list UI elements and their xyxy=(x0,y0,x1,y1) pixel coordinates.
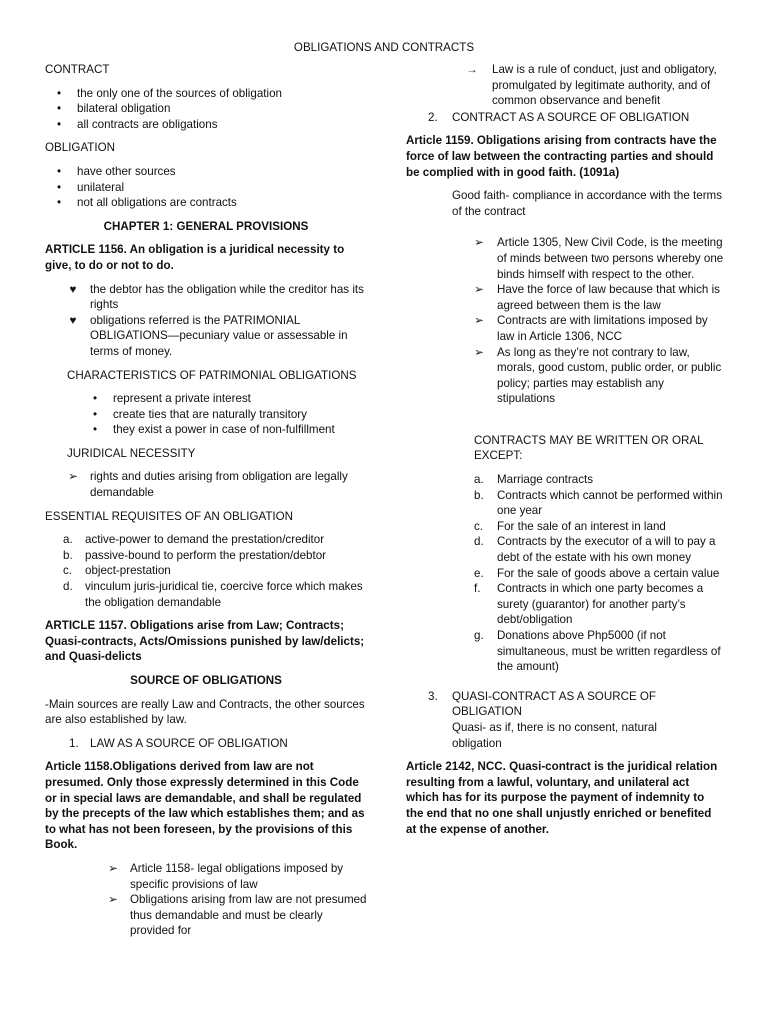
juridical-heading: JURIDICAL NECESSITY xyxy=(67,446,196,460)
juridical-list xyxy=(45,469,367,500)
list-item: a. Marriage contracts xyxy=(474,473,594,487)
contract-source-heading: 2. CONTRACT AS A SOURCE OF OBLIGATION xyxy=(428,110,690,124)
chapter-heading: CHAPTER 1: GENERAL PROVISIONS xyxy=(103,219,309,233)
list-item: ➢ Contracts are with limitations imposed by law in Article 1306, NCC xyxy=(474,314,708,343)
list-marker: 1. xyxy=(69,736,79,750)
quasi-contract-heading: 3. QUASI-CONTRACT AS A SOURCE OF OBLIGATION xyxy=(428,689,656,719)
list-item: ➢ Article 1305, New Civil Code, is the meeting of minds between two persons whereby one binds himself with respect to the other. xyxy=(474,236,724,281)
sources-text: -Main sources are really Law and Contracts, the other sources are also established by law. xyxy=(45,697,365,727)
list-item: ➢ rights and duties arising from obligation are legally demandable xyxy=(68,470,348,500)
requisites-heading: ESSENTIAL REQUISITES OF AN OBLIGATION xyxy=(45,509,294,523)
arrow-bullet-icon: ➢ xyxy=(474,314,484,328)
list-item: • have other sources xyxy=(45,164,367,180)
bullet-icon: • xyxy=(56,164,62,178)
list-item: f. Contracts in which one party becomes a surety (guarantor) for another party’s debt/obligation xyxy=(474,582,704,627)
article-2142: Article 2142, NCC. Quasi-contract is the juridical relation resulting from a lawful, voluntary, and unilateral act which has for its purpose the payment of indemnity to the end that no one shall unjustly enriched or benefited at the expense of another. xyxy=(406,760,718,836)
article-1158-list xyxy=(45,861,367,939)
list-item: ♥ the debtor has the obligation while the creditor has its rights xyxy=(45,282,367,313)
left-column xyxy=(45,62,367,939)
list-item: ➢ As long as they’re not contrary to law, morals, good custom, public order, or public policy; parties may establish any stipulations xyxy=(474,345,722,406)
list-item: d. Contracts by the executor of a will to pay a debt of the estate with his own money xyxy=(474,535,716,565)
arrow-right-icon: → xyxy=(466,63,478,76)
article-1159-list xyxy=(406,235,724,407)
arrow-bullet-icon: ➢ xyxy=(108,893,118,907)
bullet-icon: • xyxy=(56,196,62,210)
obligation-list xyxy=(45,164,367,211)
list-item: e. For the sale of goods above a certain value xyxy=(474,566,720,580)
bullet-icon: • xyxy=(56,180,62,194)
list-item: ➢ Article 1158- legal obligations imposed by specific provisions of law xyxy=(108,861,344,891)
list-item: d. vinculum juris-juridical tie, coercive force which makes the obligation demandable xyxy=(63,580,363,609)
list-marker: a. xyxy=(474,473,484,487)
list-item: • all contracts are obligations xyxy=(45,117,367,133)
list-item: b. Contracts which cannot be performed within one year xyxy=(474,488,723,518)
list-marker: d. xyxy=(63,580,73,594)
sources-heading: SOURCE OF OBLIGATIONS xyxy=(130,674,282,687)
arrow-bullet-icon: ➢ xyxy=(474,236,484,250)
article-1158: Article 1158.Obligations derived from law are not presumed. Only those expressly determined in this Code or in special laws are demandable, and shall be regulated by the precepts of the law which establishes them; and as to what has not been foreseen, by the provisions of this Book. xyxy=(45,760,365,852)
list-marker: d. xyxy=(474,535,484,549)
arrow-bullet-icon: ➢ xyxy=(474,283,484,297)
list-item: ♥ obligations referred is the PATRIMONIAL OBLIGATIONS—pecuniary value or assessable in terms of money. xyxy=(45,313,367,360)
list-item: • bilateral obligation xyxy=(45,101,367,117)
obligation-heading: OBLIGATION xyxy=(45,141,116,155)
arrow-bullet-icon: ➢ xyxy=(68,470,78,484)
list-marker: a. xyxy=(63,533,73,547)
page-title: OBLIGATIONS AND CONTRACTS xyxy=(293,41,475,54)
list-item: c. object-prestation xyxy=(63,564,171,578)
article-1156-list xyxy=(45,282,367,360)
written-oral-heading: CONTRACTS MAY BE WRITTEN OR ORAL EXCEPT: xyxy=(474,433,704,463)
list-marker: b. xyxy=(63,548,73,562)
list-marker: e. xyxy=(474,566,484,580)
heart-icon: ♥ xyxy=(69,313,77,327)
arrow-bullet-icon: ➢ xyxy=(474,345,484,359)
list-item: g. Donations above Php5000 (if not simultaneous, must be written regardless of the amount) xyxy=(474,629,721,674)
bullet-icon: • xyxy=(92,407,98,421)
list-item: • unilateral xyxy=(45,180,367,196)
bullet-icon: • xyxy=(92,392,98,406)
list-marker: b. xyxy=(474,488,484,502)
written-oral-list xyxy=(406,472,724,675)
list-item: • not all obligations are contracts xyxy=(45,195,367,211)
list-marker: f. xyxy=(474,582,481,596)
characteristics-list xyxy=(45,391,367,438)
contract-list xyxy=(45,86,367,133)
list-item: b. passive-bound to perform the prestation/debtor xyxy=(63,548,327,562)
list-item: • represent a private interest xyxy=(45,391,367,407)
law-rule: → Law is a rule of conduct, just and obligatory, promulgated by legitimate authority, and of common observance and benefit xyxy=(466,63,717,108)
list-item: • the only one of the sources of obligation xyxy=(45,86,367,102)
contract-heading: CONTRACT xyxy=(45,63,110,76)
article-1159: Article 1159. Obligations arising from contracts have the force of law between the contracting parties and should be complied with in good faith. (1091a) xyxy=(406,134,717,179)
list-item: a. active-power to demand the prestation/creditor xyxy=(63,533,325,547)
list-item: c. For the sale of an interest in land xyxy=(474,519,666,533)
bullet-icon: • xyxy=(92,423,98,437)
list-item: • create ties that are naturally transitory xyxy=(45,407,367,423)
list-item: ➢ Obligations arising from law are not presumed thus demandable and must be clearly provided for xyxy=(108,893,367,938)
characteristics-heading: CHARACTERISTICS OF PATRIMONIAL OBLIGATIONS xyxy=(67,368,357,382)
arrow-bullet-icon: ➢ xyxy=(108,861,118,875)
heart-icon: ♥ xyxy=(69,282,77,296)
law-source-heading: 1. LAW AS A SOURCE OF OBLIGATION xyxy=(69,736,288,750)
list-marker: 3. xyxy=(428,689,438,703)
bullet-icon: • xyxy=(56,86,62,100)
list-item: • they exist a power in case of non-fulfillment xyxy=(45,422,367,438)
right-column xyxy=(406,62,724,837)
bullet-icon: • xyxy=(56,117,62,131)
list-marker: g. xyxy=(474,629,484,642)
requisites-list xyxy=(45,532,367,610)
bullet-icon: • xyxy=(56,102,62,116)
article-1157: ARTICLE 1157. Obligations arise from Law; Contracts; Quasi-contracts, Acts/Omissions punished by law/delicts; and Quasi-delicts xyxy=(45,619,365,664)
list-marker: c. xyxy=(63,564,73,578)
quasi-contract-text: Quasi- as if, there is no consent, natural obligation xyxy=(452,720,657,750)
list-item: ➢ Have the force of law because that which is agreed between them is the law xyxy=(474,283,720,312)
good-faith: Good faith- compliance in accordance with the terms of the contract xyxy=(452,189,723,218)
list-marker: c. xyxy=(474,519,484,533)
article-1156: ARTICLE 1156. An obligation is a juridical necessity to give, to do or not to do. xyxy=(45,243,345,272)
list-marker: 2. xyxy=(428,110,438,124)
